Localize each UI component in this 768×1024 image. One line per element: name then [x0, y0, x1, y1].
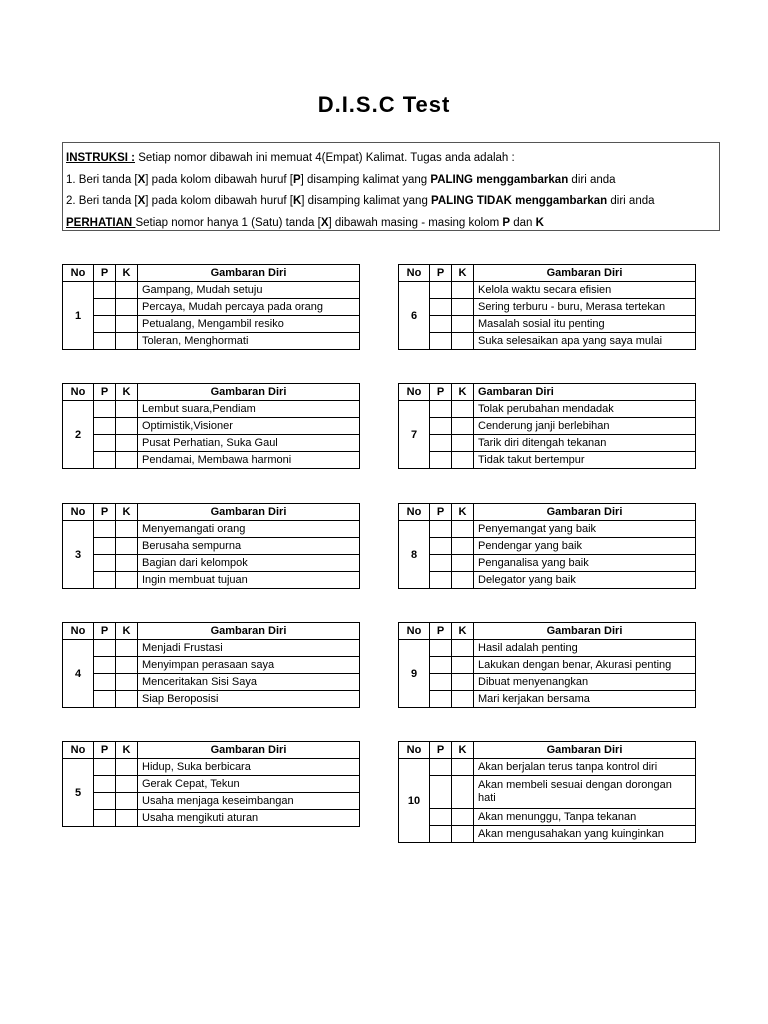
k-cell[interactable]: [452, 282, 474, 299]
p-cell[interactable]: [430, 555, 452, 572]
statement: Hasil adalah penting: [474, 640, 696, 657]
p-cell[interactable]: [94, 521, 116, 538]
instruction-text: dan: [510, 216, 536, 229]
instruction-text: P: [292, 173, 301, 186]
p-cell[interactable]: [430, 826, 452, 843]
statement: Lembut suara,Pendiam: [138, 401, 360, 418]
question-number: 1: [63, 282, 94, 350]
k-cell[interactable]: [452, 333, 474, 350]
column-header: No: [399, 623, 430, 640]
column-header: K: [452, 742, 474, 759]
column-header: Gambaran Diri: [138, 265, 360, 282]
instruction-text: ] disamping kalimat yang: [300, 173, 431, 186]
p-cell[interactable]: [94, 793, 116, 810]
column-header: Gambaran Diri: [138, 504, 360, 521]
p-cell[interactable]: [94, 435, 116, 452]
column-header: Gambaran Diri: [474, 623, 696, 640]
question-number: 4: [63, 640, 94, 708]
column-header: P: [94, 265, 116, 282]
k-cell[interactable]: [116, 776, 138, 793]
statement: Tarik diri ditengah tekanan: [474, 435, 696, 452]
column-header: K: [452, 384, 474, 401]
p-cell[interactable]: [94, 572, 116, 589]
statement: Mari kerjakan bersama: [474, 691, 696, 708]
instruction-text: X: [320, 216, 329, 229]
k-cell[interactable]: [452, 657, 474, 674]
k-cell[interactable]: [116, 793, 138, 810]
p-cell[interactable]: [430, 538, 452, 555]
p-cell[interactable]: [430, 691, 452, 708]
k-cell[interactable]: [452, 572, 474, 589]
k-cell[interactable]: [452, 759, 474, 776]
column-header: No: [63, 623, 94, 640]
p-cell[interactable]: [430, 521, 452, 538]
k-cell[interactable]: [452, 674, 474, 691]
p-cell[interactable]: [430, 657, 452, 674]
column-header: P: [94, 742, 116, 759]
p-cell[interactable]: [94, 776, 116, 793]
column-header: K: [116, 504, 138, 521]
k-cell[interactable]: [116, 810, 138, 827]
k-cell[interactable]: [116, 674, 138, 691]
k-cell[interactable]: [116, 572, 138, 589]
p-cell[interactable]: [430, 282, 452, 299]
statement: Hidup, Suka berbicara: [138, 759, 360, 776]
k-cell[interactable]: [452, 435, 474, 452]
column-header: No: [399, 265, 430, 282]
question-group-5: [62, 741, 360, 827]
instruction-text: diri anda: [568, 173, 616, 186]
column-header: P: [94, 504, 116, 521]
statement: Masalah sosial itu penting: [474, 316, 696, 333]
question-number: 2: [63, 401, 94, 469]
k-cell[interactable]: [452, 640, 474, 657]
question-group-1: [62, 264, 360, 350]
k-cell[interactable]: [116, 282, 138, 299]
statement: Berusaha sempurna: [138, 538, 360, 555]
p-cell[interactable]: [430, 640, 452, 657]
p-cell[interactable]: [94, 810, 116, 827]
statement: Akan berjalan terus tanpa kontrol diri: [474, 759, 696, 776]
k-cell[interactable]: [116, 452, 138, 469]
k-cell[interactable]: [116, 435, 138, 452]
instruction-text: K: [535, 216, 544, 229]
instruction-text: P: [502, 216, 511, 229]
statement: Akan mengusahakan yang kuinginkan: [474, 826, 696, 843]
question-group-6: [398, 264, 696, 350]
statement: Menceritakan Sisi Saya: [138, 674, 360, 691]
column-header: K: [452, 623, 474, 640]
instruction-text: ] dibawah masing - masing kolom: [328, 216, 503, 229]
statement: Menyimpan perasaan saya: [138, 657, 360, 674]
column-header: K: [116, 384, 138, 401]
p-cell[interactable]: [94, 691, 116, 708]
p-cell[interactable]: [430, 435, 452, 452]
k-cell[interactable]: [452, 826, 474, 843]
column-header: K: [116, 742, 138, 759]
instruction-text: K: [292, 195, 302, 207]
column-header: No: [63, 265, 94, 282]
instruction-text: Setiap nomor hanya 1 (Satu) tanda [: [135, 216, 321, 229]
instruction-text: diri anda: [607, 195, 655, 207]
column-header: P: [94, 384, 116, 401]
column-header: Gambaran Diri: [138, 742, 360, 759]
column-header: No: [63, 384, 94, 401]
statement: Menjadi Frustasi: [138, 640, 360, 657]
question-group-4: [62, 622, 360, 708]
p-cell[interactable]: [94, 674, 116, 691]
column-header: No: [399, 504, 430, 521]
statement: Siap Beroposisi: [138, 691, 360, 708]
k-cell[interactable]: [452, 521, 474, 538]
k-cell[interactable]: [116, 521, 138, 538]
instruction-line-2: [66, 170, 716, 192]
statement: Bagian dari kelompok: [138, 555, 360, 572]
statement: Petualang, Mengambil resiko: [138, 316, 360, 333]
k-cell[interactable]: [452, 538, 474, 555]
instruction-line-3: [66, 191, 716, 213]
instruction-text: 1. Beri tanda [: [66, 173, 138, 186]
p-cell[interactable]: [94, 401, 116, 418]
column-header: Gambaran Diri: [138, 623, 360, 640]
question-number: 5: [63, 759, 94, 827]
column-header: P: [430, 265, 452, 282]
k-cell[interactable]: [116, 759, 138, 776]
question-number: 8: [399, 521, 430, 589]
k-cell[interactable]: [452, 809, 474, 826]
column-header: No: [399, 742, 430, 759]
instruction-text: PALING TIDAK menggambarkan: [431, 195, 608, 207]
instruction-text: X: [137, 173, 146, 186]
question-group-7: [398, 383, 696, 469]
statement: Pendamai, Membawa harmoni: [138, 452, 360, 469]
column-header: K: [452, 265, 474, 282]
instruction-text: Setiap nomor dibawah ini memuat 4(Empat) Kalimat. Tugas anda adalah :: [135, 152, 515, 164]
p-cell[interactable]: [430, 316, 452, 333]
column-header: Gambaran Diri: [474, 384, 696, 401]
p-cell[interactable]: [430, 572, 452, 589]
k-cell[interactable]: [452, 401, 474, 418]
p-cell[interactable]: [430, 418, 452, 435]
statement: Ingin membuat tujuan: [138, 572, 360, 589]
p-cell[interactable]: [430, 333, 452, 350]
instruction-text: INSTRUKSI :: [66, 152, 135, 164]
statement: Optimistik,Visioner: [138, 418, 360, 435]
question-number: 10: [399, 759, 430, 843]
instruction-text: 2. Beri tanda [: [66, 195, 138, 207]
p-cell[interactable]: [430, 674, 452, 691]
k-cell[interactable]: [116, 418, 138, 435]
instruction-text: PALING menggambarkan: [430, 173, 569, 186]
k-cell[interactable]: [116, 555, 138, 572]
k-cell[interactable]: [116, 333, 138, 350]
column-header: P: [94, 623, 116, 640]
k-cell[interactable]: [452, 418, 474, 435]
statement: Penyemangat yang baik: [474, 521, 696, 538]
column-header: Gambaran Diri: [474, 265, 696, 282]
p-cell[interactable]: [430, 776, 452, 809]
k-cell[interactable]: [452, 555, 474, 572]
column-header: No: [399, 384, 430, 401]
column-header: No: [63, 504, 94, 521]
statement: Penganalisa yang baik: [474, 555, 696, 572]
question-group-2: [62, 383, 360, 469]
statement: Cenderung janji berlebihan: [474, 418, 696, 435]
statement: Usaha mengikuti aturan: [138, 810, 360, 827]
column-header: P: [430, 384, 452, 401]
statement: Dibuat menyenangkan: [474, 674, 696, 691]
question-group-3: [62, 503, 360, 589]
statement: Delegator yang baik: [474, 572, 696, 589]
k-cell[interactable]: [116, 401, 138, 418]
statement: Pendengar yang baik: [474, 538, 696, 555]
p-cell[interactable]: [94, 759, 116, 776]
statement: Tidak takut bertempur: [474, 452, 696, 469]
p-cell[interactable]: [94, 538, 116, 555]
k-cell[interactable]: [452, 316, 474, 333]
question-number: 7: [399, 401, 430, 469]
question-group-10: [398, 741, 696, 843]
column-header: K: [116, 265, 138, 282]
question-group-8: [398, 503, 696, 589]
statement: Toleran, Menghormati: [138, 333, 360, 350]
statement: Lakukan dengan benar, Akurasi penting: [474, 657, 696, 674]
statement: Gampang, Mudah setuju: [138, 282, 360, 299]
instructions-box: [62, 142, 720, 231]
k-cell[interactable]: [452, 776, 474, 809]
statement: Akan menunggu, Tanpa tekanan: [474, 809, 696, 826]
p-cell[interactable]: [94, 333, 116, 350]
column-header: P: [430, 623, 452, 640]
page-title: D.I.S.C Test: [317, 92, 451, 117]
statement: Sering terburu - buru, Merasa tertekan: [474, 299, 696, 316]
p-cell[interactable]: [430, 809, 452, 826]
p-cell[interactable]: [430, 299, 452, 316]
p-cell[interactable]: [430, 401, 452, 418]
p-cell[interactable]: [94, 555, 116, 572]
k-cell[interactable]: [116, 691, 138, 708]
column-header: Gambaran Diri: [138, 384, 360, 401]
p-cell[interactable]: [94, 316, 116, 333]
k-cell[interactable]: [116, 538, 138, 555]
p-cell[interactable]: [430, 759, 452, 776]
p-cell[interactable]: [94, 418, 116, 435]
question-group-9: [398, 622, 696, 708]
statement: Percaya, Mudah percaya pada orang: [138, 299, 360, 316]
statement: Akan membeli sesuai dengan dorongan hati: [474, 776, 696, 809]
instruction-text: PERHATIAN: [66, 216, 136, 229]
question-number: 6: [399, 282, 430, 350]
k-cell[interactable]: [116, 657, 138, 674]
statement: Gerak Cepat, Tekun: [138, 776, 360, 793]
column-header: K: [116, 623, 138, 640]
p-cell[interactable]: [430, 452, 452, 469]
instruction-text: X: [137, 195, 146, 207]
k-cell[interactable]: [452, 299, 474, 316]
p-cell[interactable]: [94, 657, 116, 674]
column-header: P: [430, 742, 452, 759]
statement: Tolak perubahan mendadak: [474, 401, 696, 418]
statement: Suka selesaikan apa yang saya mulai: [474, 333, 696, 350]
column-header: P: [430, 504, 452, 521]
instruction-text: ] pada kolom dibawah huruf [: [145, 195, 293, 207]
column-header: No: [63, 742, 94, 759]
k-cell[interactable]: [452, 691, 474, 708]
instruction-line-4: [66, 213, 716, 235]
p-cell[interactable]: [94, 452, 116, 469]
question-number: 3: [63, 521, 94, 589]
statement: Pusat Perhatian, Suka Gaul: [138, 435, 360, 452]
column-header: K: [452, 504, 474, 521]
k-cell[interactable]: [116, 640, 138, 657]
column-header: Gambaran Diri: [474, 504, 696, 521]
k-cell[interactable]: [452, 452, 474, 469]
k-cell[interactable]: [116, 299, 138, 316]
p-cell[interactable]: [94, 282, 116, 299]
instruction-text: ] pada kolom dibawah huruf [: [145, 173, 293, 186]
instruction-line-1: [66, 148, 716, 170]
statement: Usaha menjaga keseimbangan: [138, 793, 360, 810]
k-cell[interactable]: [116, 316, 138, 333]
p-cell[interactable]: [94, 299, 116, 316]
statement: Menyemangati orang: [138, 521, 360, 538]
p-cell[interactable]: [94, 640, 116, 657]
column-header: Gambaran Diri: [474, 742, 696, 759]
instruction-text: ] disamping kalimat yang: [301, 195, 432, 207]
statement: Kelola waktu secara efisien: [474, 282, 696, 299]
question-number: 9: [399, 640, 430, 708]
